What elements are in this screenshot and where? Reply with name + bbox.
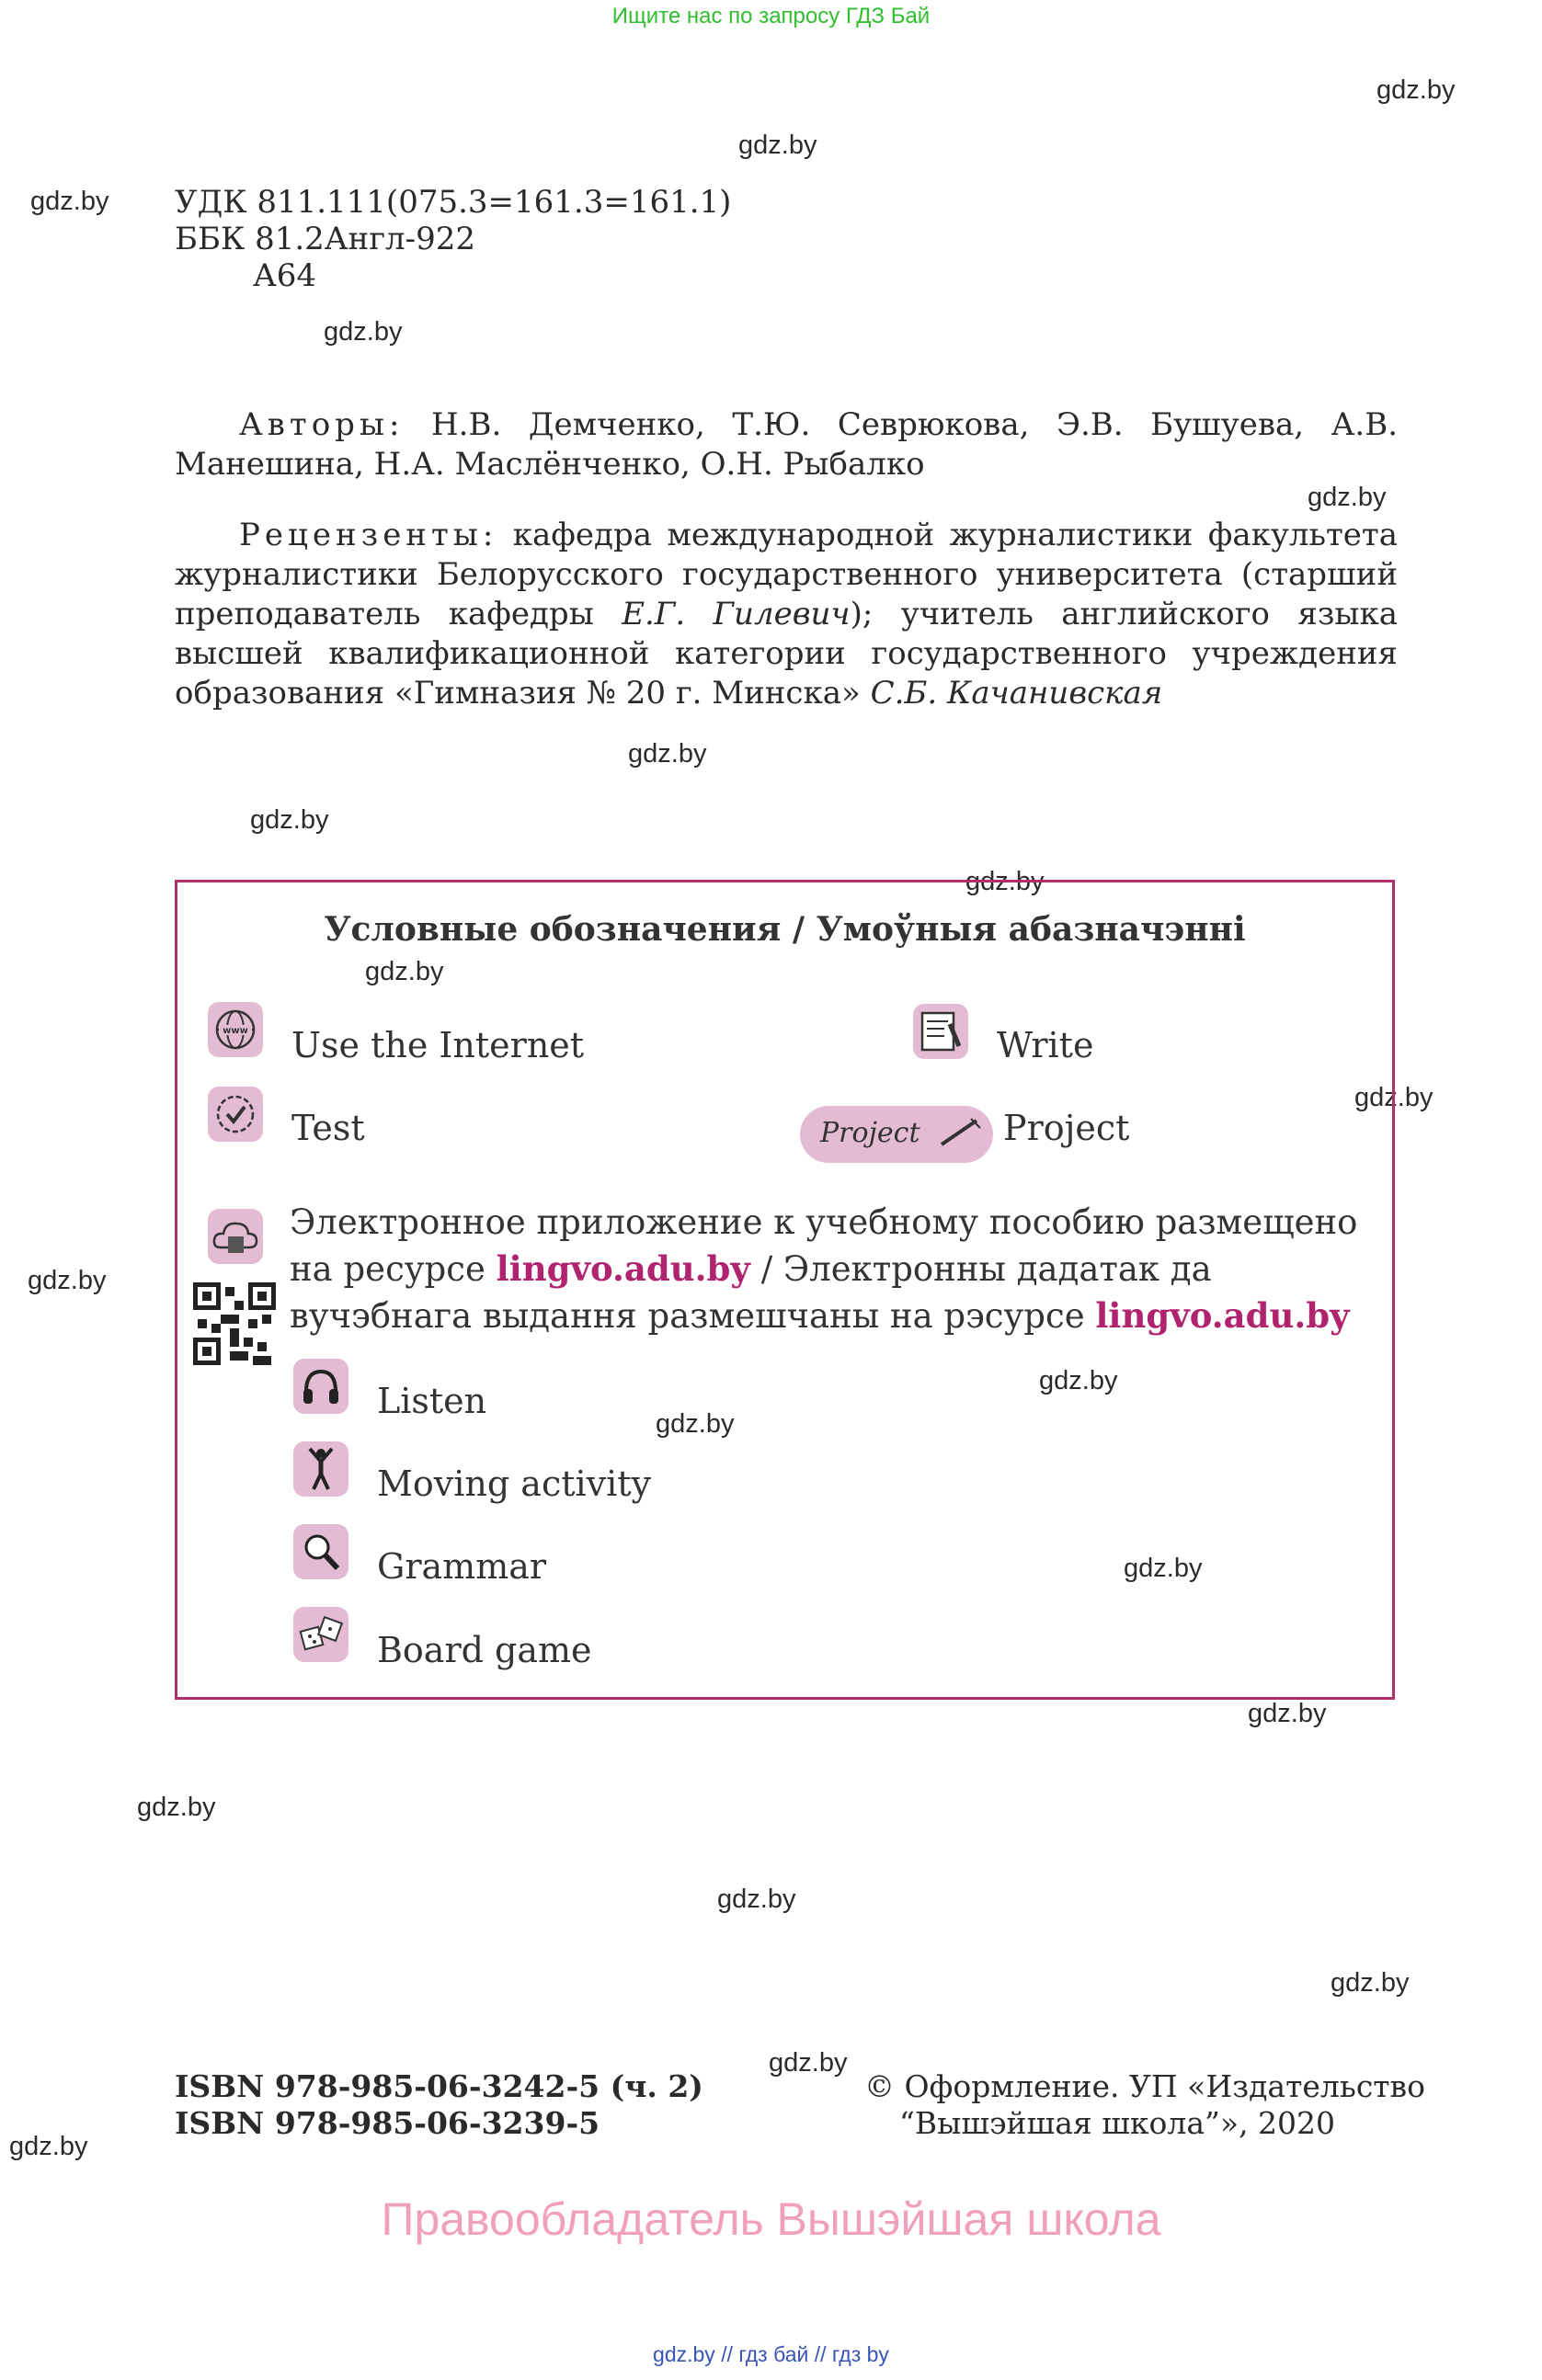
watermark: gdz.by [250, 805, 329, 835]
test-check-icon [208, 1087, 263, 1142]
reviewers-label: Рецензенты: [239, 517, 498, 553]
lingvo-link-1[interactable]: lingvo.adu.by [496, 1248, 750, 1289]
watermark: gdz.by [1376, 75, 1456, 105]
watermark: gdz.by [738, 131, 817, 160]
watermark: gdz.by [1039, 1366, 1118, 1395]
watermark: gdz.by [137, 1793, 216, 1822]
moving-person-icon [293, 1441, 348, 1497]
watermark: gdz.by [1308, 483, 1387, 512]
lingvo-link-2[interactable]: lingvo.adu.by [1095, 1295, 1350, 1336]
dice-icon [293, 1607, 348, 1662]
watermark: gdz.by [965, 867, 1045, 896]
watermark: gdz.by [1354, 1083, 1433, 1112]
watermark: gdz.by [1124, 1554, 1203, 1583]
authors-label: Авторы: [239, 406, 405, 443]
legend-grammar-label: Grammar [377, 1546, 547, 1587]
legend-project-label: Project [1003, 1108, 1130, 1148]
electronic-appendix-text [290, 1200, 1370, 1339]
watermark: gdz.by [365, 957, 444, 986]
legend-listen-label: Listen [377, 1381, 487, 1421]
reviewer-name-1: Е.Г. Гилевич [622, 596, 851, 632]
isbn-line: ISBN 978-985-06-3242-5 (ч. 2) [175, 2068, 703, 2104]
bbk-line: ББК 81.2Англ-922 [175, 221, 476, 257]
watermark: gdz.by [656, 1409, 735, 1439]
globe-www-icon [208, 1002, 263, 1057]
watermark: gdz.by [769, 2048, 848, 2078]
watermark: gdz.by [30, 187, 109, 216]
watermark: gdz.by [717, 1885, 796, 1914]
reviewers-text-1: кафедра международной журналистики факультета журналистики Белорусского государственного университета (старший преподаватель кафедры [175, 517, 1398, 632]
qr-code-icon [193, 1282, 276, 1365]
copyright-line: “Вышэйшая школа”», 2020 [899, 2105, 1336, 2141]
reviewers-paragraph [175, 516, 1398, 713]
udk-block [175, 184, 731, 294]
headphones-icon [293, 1359, 348, 1414]
watermark: gdz.by [1331, 1968, 1410, 1998]
top-banner: Ищите нас по запросу ГДЗ Бай [611, 4, 931, 28]
eapp-text-1: Электронное приложение к учебному пособию размещено на ресурсе [290, 1202, 1358, 1289]
cloud-folder-icon [208, 1209, 263, 1264]
rights-holder-text: Правообладатель Вышэйшая школа [381, 2193, 1161, 2245]
legend-test-label: Test [291, 1108, 365, 1148]
eapp-text-2: / Электронны дадатак да вучэбнага выдання размешчаны на рэсурсе [290, 1249, 1212, 1336]
isbn-line: ISBN 978-985-06-3239-5 [175, 2105, 600, 2141]
copyright-line: © Оформление. УП «Издательство [864, 2068, 1426, 2104]
legend-internet-label: Use the Internet [291, 1025, 585, 1065]
watermark: gdz.by [324, 317, 403, 347]
copyright-block [864, 2068, 1425, 2142]
authors-paragraph [175, 405, 1398, 484]
footer-links[interactable]: gdz.by // гдз бай // гдз by [653, 2342, 889, 2366]
udk-line: УДК 811.111(075.3=161.3=161.1) [175, 184, 732, 221]
legend-board-game-label: Board game [377, 1630, 592, 1670]
reviewers-text-2: ); учитель английского языка высшей квалификационной категории государственного учреждения образования «Гимназия № 20 г. Минска» [175, 596, 1398, 712]
author-mark: А64 [253, 257, 317, 294]
watermark: gdz.by [1248, 1699, 1327, 1728]
isbn-block [175, 2068, 703, 2142]
magnifier-icon [293, 1524, 348, 1579]
legend-title: Условные обозначения / Умоўныя абазначэнні [324, 910, 1246, 949]
project-badge-icon [800, 1106, 993, 1163]
watermark: gdz.by [9, 2132, 88, 2161]
www-label: www [223, 1026, 248, 1036]
write-notebook-icon [913, 1004, 968, 1059]
legend-write-label: Write [997, 1025, 1094, 1065]
watermark: gdz.by [28, 1266, 107, 1295]
watermark: gdz.by [628, 739, 707, 769]
legend-moving-label: Moving activity [377, 1463, 652, 1504]
reviewer-name-2: С.Б. Качанивская [870, 675, 1163, 712]
authors-text: Н.В. Демченко, Т.Ю. Севрюкова, Э.В. Бушуева, А.В. Манешина, Н.А. Маслёнченко, О.Н. Рыбалко [175, 406, 1398, 483]
project-badge-text: Project [820, 1117, 920, 1149]
